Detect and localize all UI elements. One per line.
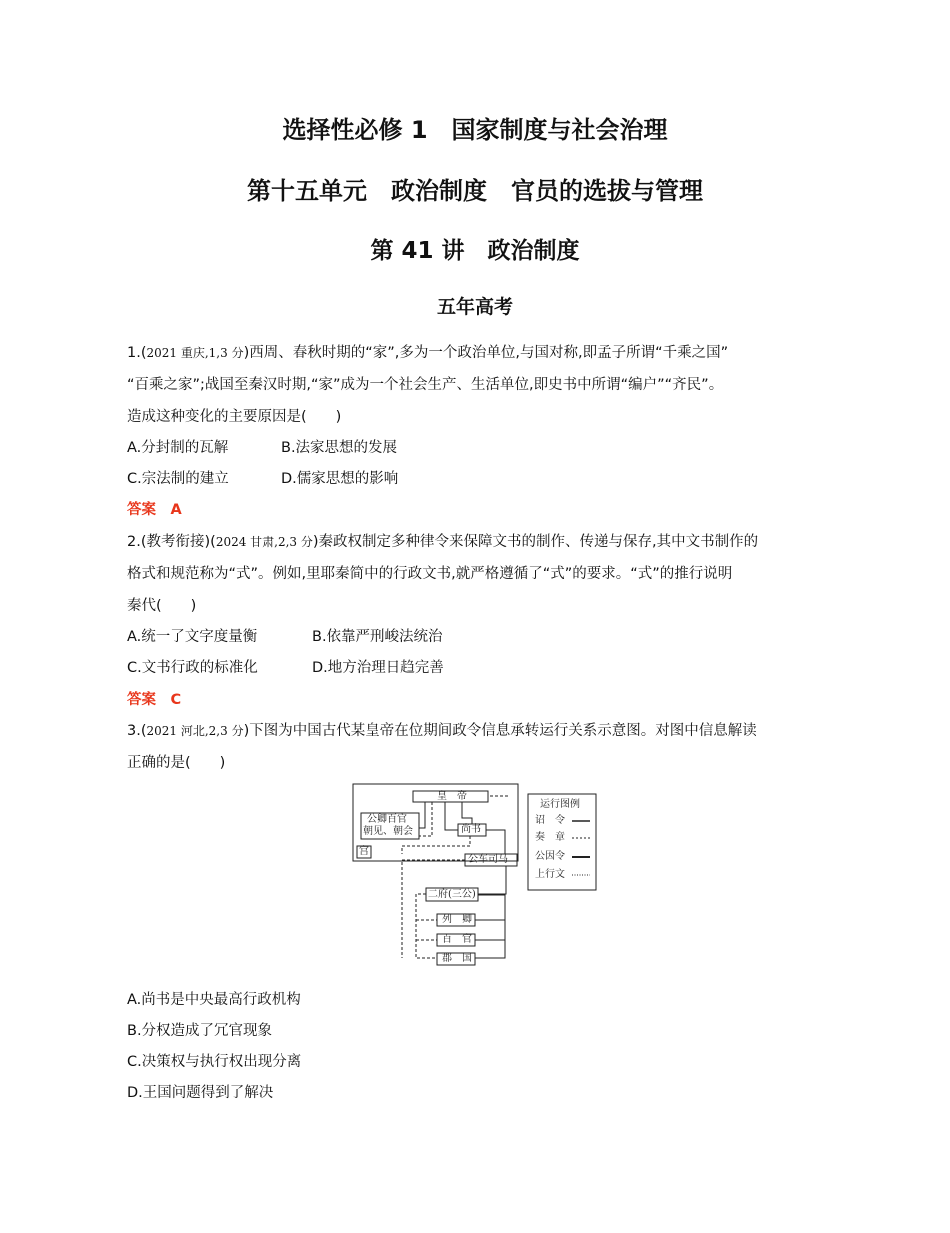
q3-option-d: D.王国问题得到了解决 xyxy=(127,1085,274,1101)
erfu-label: 二府(三公) xyxy=(428,889,476,900)
legend-edict: 诏 令 xyxy=(535,815,565,826)
q1-source: 2021 重庆,1,3 分 xyxy=(146,346,244,360)
lieqing-label: 列 卿 xyxy=(442,914,472,925)
q1-line-1 xyxy=(127,343,827,363)
emperor-label: 皇 帝 xyxy=(437,791,467,802)
q2-line-3: 秦代( ) xyxy=(127,598,197,614)
q3-source: 2021 河北,2,3 分 xyxy=(146,724,244,738)
q2-line-2: 格式和规范称为“式”。例如,里耶秦简中的行政文书,就严格遵循了“式”的要求。“式”的推行说明 xyxy=(127,566,733,582)
q1-number: 1.( xyxy=(127,345,147,361)
q3-option-a: A.尚书是中央最高行政机构 xyxy=(127,992,301,1008)
module-heading: 选择性必修 1 国家制度与社会治理 xyxy=(282,116,668,144)
q1-option-d: D.儒家思想的影响 xyxy=(281,471,399,487)
q2-number: 2.(教考衔接)( xyxy=(127,534,216,550)
q1-option-c: C.宗法制的建立 xyxy=(127,471,229,487)
q2-option-a: A.统一了文字度量衡 xyxy=(127,629,258,645)
q1-answer: 答案 A xyxy=(127,502,182,518)
lecture-heading: 第 41 讲 政治制度 xyxy=(370,238,580,264)
q1-line-2: “百乘之家”;战国至秦汉时期,“家”成为一个社会生产、生活单位,即史书中所谓“编户”“齐民”。 xyxy=(127,377,724,393)
q1-option-a: A.分封制的瓦解 xyxy=(127,440,229,456)
q1-options-row-1 xyxy=(127,438,827,458)
legend-title: 运行图例 xyxy=(540,799,580,810)
palace-label: 宫 xyxy=(359,846,369,857)
q3-stem-1: )下图为中国古代某皇帝在位期间政令信息承转运行关系示意图。对图中信息解读 xyxy=(243,723,757,739)
q3-number: 3.( xyxy=(127,723,147,739)
q1-stem-1: )西周、春秋时期的“家”,多为一个政治单位,与国对称,即孟子所谓“千乘之国” xyxy=(243,345,729,361)
q1-option-b: B.法家思想的发展 xyxy=(281,440,398,456)
audience-label: 朝见、朝会 xyxy=(363,826,413,837)
q3-option-c: C.决策权与执行权出现分离 xyxy=(127,1054,302,1070)
q3-option-b: B.分权造成了冗官现象 xyxy=(127,1023,273,1039)
q2-option-b: B.依靠严刑峻法统治 xyxy=(312,629,443,645)
q2-answer: 答案 C xyxy=(127,692,182,708)
q2-stem-1: )秦政权制定多种律令来保障文书的制作、传递与保存,其中文书制作的 xyxy=(312,534,759,550)
q1-options-row-2 xyxy=(127,469,827,489)
junguo-label: 郡 国 xyxy=(442,953,472,964)
baiguan-label: 百 官 xyxy=(442,934,472,945)
section-heading: 五年高考 xyxy=(436,296,513,318)
q1-line-3: 造成这种变化的主要原因是( ) xyxy=(127,409,342,425)
legend-memorial: 奏 章 xyxy=(535,832,565,843)
shangshu-label: 尚书 xyxy=(461,824,481,835)
unit-heading: 第十五单元 政治制度 官员的选拔与管理 xyxy=(247,177,703,205)
government-flow-diagram xyxy=(350,780,600,970)
q2-options-row-1 xyxy=(127,627,827,647)
q2-line-1 xyxy=(127,532,827,552)
q3-line-1 xyxy=(127,721,827,741)
q2-source: 2024 甘肃,2,3 分 xyxy=(215,535,313,549)
legend-official-order: 公因令 xyxy=(535,851,565,862)
q3-line-2: 正确的是( ) xyxy=(127,755,226,771)
q2-option-d: D.地方治理日趋完善 xyxy=(312,660,444,676)
gongche-label: 公车司马 xyxy=(468,854,508,865)
q2-option-c: C.文书行政的标准化 xyxy=(127,660,258,676)
legend-upward-doc: 上行文 xyxy=(535,869,565,880)
ministers-label: 公卿百官 xyxy=(367,814,407,825)
q2-options-row-2 xyxy=(127,658,827,678)
